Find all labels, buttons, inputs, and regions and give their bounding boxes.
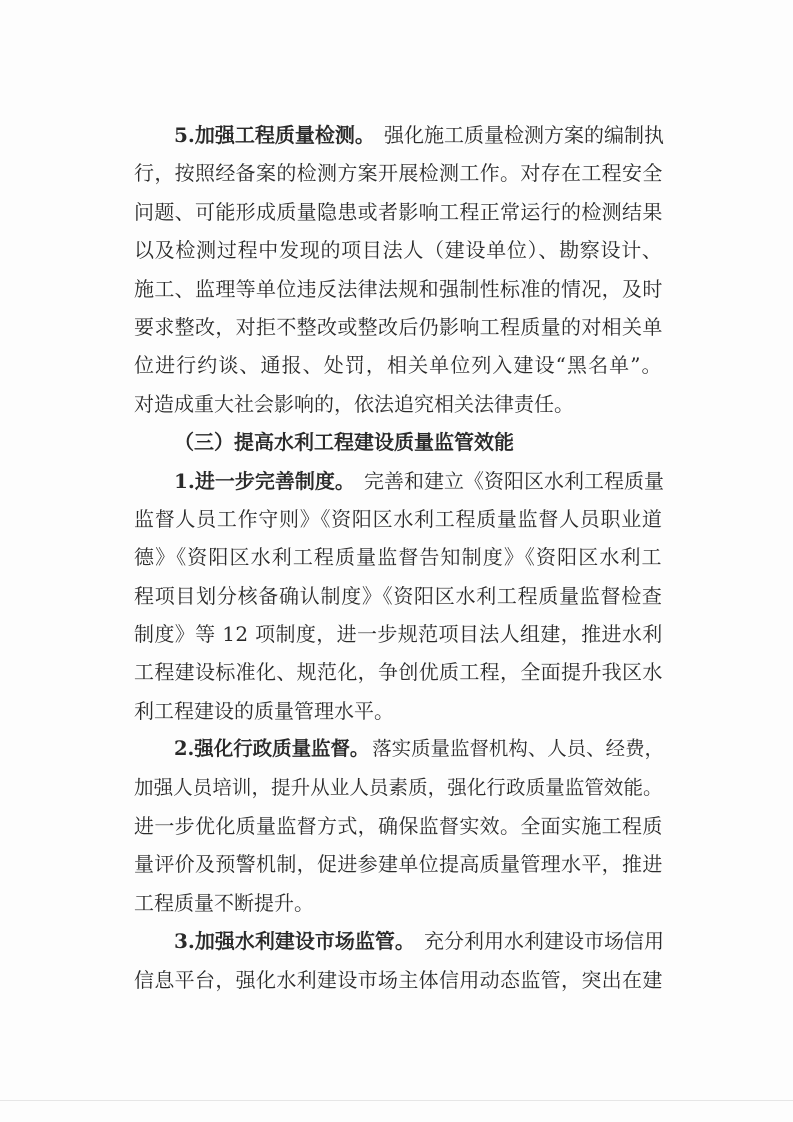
- item-1-line: 利工程建设的质量管理水平。: [134, 698, 394, 723]
- item-2-line: 加强人员培训，提升从业人员素质，强化行政质量监管效能。: [134, 775, 663, 799]
- paragraph-5-line-1: [134, 116, 664, 154]
- item-2-line: 进一步优化质量监督方式，确保监督实效。全面实施工程质: [134, 814, 663, 839]
- item-2-line-1: [134, 730, 664, 768]
- item-1-line: 德》《资阳区水利工程质量监督告知制度》《资阳区水利工: [134, 545, 663, 570]
- paragraph-5-line: 施工、监理等单位违反法律法规和强制性标准的情况，及时: [134, 276, 663, 301]
- item-3-heading: 3.加强水利建设市场监管。: [174, 929, 415, 954]
- paragraph-5-line: 以及检测过程中发现的项目法人（建设单位）、勘察设计、: [134, 238, 663, 263]
- section-heading: （三）提高水利工程建设质量监管效能: [174, 430, 514, 455]
- item-2-heading: 2.强化行政质量监督。: [174, 737, 370, 761]
- item-3-line: 信息平台，强化水利建设市场主体信用动态监管，突出在建: [134, 967, 663, 992]
- item-1-line-1: [134, 462, 664, 500]
- item-1-line: 程项目划分核备确认制度》《资阳区水利工程质量监督检查: [134, 583, 663, 608]
- paragraph-5-heading: 5.加强工程质量检测。: [174, 123, 375, 147]
- paragraph-5-line: 行，按照经备案的检测方案开展检测工作。对存在工程安全: [134, 161, 663, 186]
- item-1-line: 制度》等 12 项制度，进一步规范项目法人组建，推进水利: [134, 622, 663, 647]
- item-2-line: 工程质量不断提升。: [134, 890, 314, 915]
- item-2-line: 量评价及预警机制，促进参建单位提高质量管理水平，推进: [134, 852, 663, 877]
- paragraph-5-text: 强化施工质量检测方案的编制执: [384, 123, 664, 147]
- item-3-text: 充分利用水利建设市场信用: [424, 929, 664, 954]
- item-2-text: 落实质量监督机构、人员、经费，: [372, 737, 664, 761]
- page-bottom-divider: [0, 1100, 793, 1101]
- item-1-line: 监督人员工作守则》《资阳区水利工程质量监督人员职业道: [134, 506, 663, 531]
- item-1-line: 工程建设标准化、规范化，争创优质工程，全面提升我区水: [134, 660, 663, 685]
- item-3-line-1: [134, 922, 664, 960]
- item-1-text: 完善和建立《资阳区水利工程质量: [364, 468, 664, 493]
- paragraph-5-line: 对造成重大社会影响的，依法追究相关法律责任。: [134, 391, 574, 416]
- item-1-heading: 1.进一步完善制度。: [174, 468, 355, 493]
- paragraph-5-line: 问题、可能形成质量隐患或者影响工程正常运行的检测结果: [134, 199, 663, 224]
- paragraph-5-line: 位进行约谈、通报、处罚，相关单位列入建设“黑名单”。: [134, 353, 663, 378]
- document-body: [134, 116, 664, 999]
- paragraph-5-line: 要求整改，对拒不整改或整改后仍影响工程质量的对相关单: [134, 314, 663, 339]
